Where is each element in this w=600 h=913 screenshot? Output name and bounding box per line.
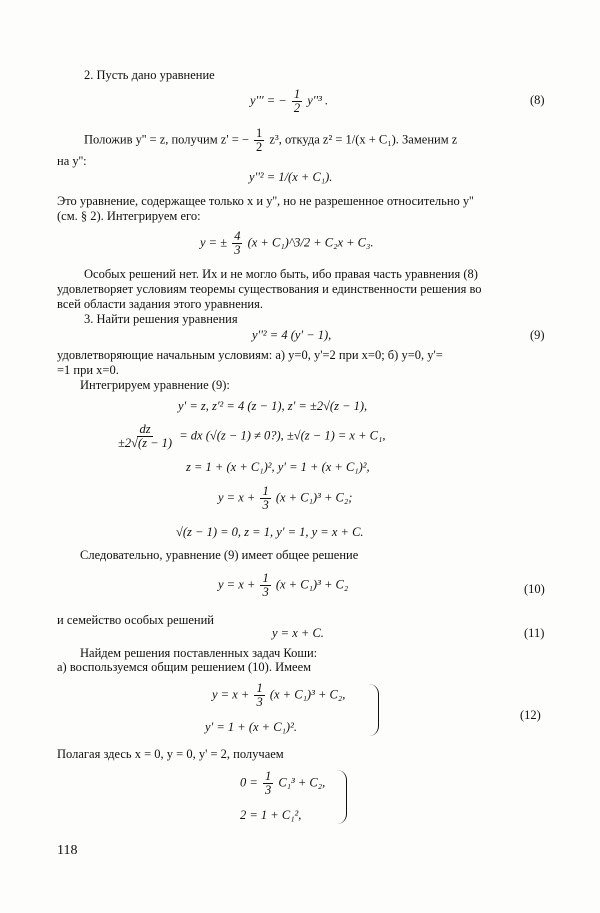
line4-rhs: (x + C₁)³ + C₂; xyxy=(275,490,353,505)
paragraph-no-singular-b: удовлетворяет условиям теоремы существования и единственности решения во xyxy=(57,282,482,296)
eq-y-denominator: 3 xyxy=(234,243,241,257)
paragraph-integrate: Интегрируем уравнение (9): xyxy=(80,378,230,392)
paragraph-equation-note-b: (см. § 2). Интегрируем его: xyxy=(57,209,201,223)
line2-denominator: ±2√(z − 1) xyxy=(118,436,173,450)
eq12a-lhs: y = x + xyxy=(212,687,250,702)
paragraph-substitute-values: Полагая здесь x = 0, y = 0, y' = 2, получаем xyxy=(57,747,284,761)
equation-13b: 2 = 1 + C₁², xyxy=(240,808,302,822)
eq13a-numerator: 1 xyxy=(264,769,272,783)
equation-12a xyxy=(212,682,345,709)
eq13a-fraction xyxy=(263,770,273,797)
paragraph-substitution xyxy=(84,127,457,154)
eq12a-rhs: (x + C₁)³ + C₂, xyxy=(269,687,346,702)
eq8-numerator: 1 xyxy=(293,87,301,101)
substitution-denominator: 2 xyxy=(256,140,263,154)
equation-number-10: (10) xyxy=(524,582,545,596)
equation-y-general xyxy=(200,230,374,257)
substitution-fraction xyxy=(254,127,264,154)
equation-y2: y''² = 1/(x + C₁). xyxy=(249,170,333,184)
eq13a-lhs: 0 = xyxy=(240,775,258,790)
line2-rhs: = dx (√(z − 1) ≠ 0?), ±√(z − 1) = x + C₁, xyxy=(179,428,386,443)
system-brace-13 xyxy=(336,770,347,824)
equation-13a xyxy=(240,770,325,797)
paragraph-no-singular-a: Особых решений нет. Их и не могло быть, ибо правая часть уравнения (8) xyxy=(84,267,478,281)
eq10-lhs: y = x + xyxy=(218,577,256,592)
substitution-numerator: 1 xyxy=(256,126,263,140)
eq13a-denominator: 3 xyxy=(264,783,272,797)
paragraph-cauchy-b: а) воспользуемся общим решением (10). Имеем xyxy=(57,660,312,674)
paragraph-initial-conditions-b: =1 при x=0. xyxy=(57,363,119,377)
derivation-line-4 xyxy=(218,485,352,512)
eq8-rhs: y''³ . xyxy=(307,93,329,108)
eq-y-rhs: (x + C₁)^3/2 + C₂x + C₃. xyxy=(247,235,374,250)
paragraph-no-singular-c: всей области задания этого уравнения. xyxy=(57,297,263,311)
eq12a-numerator: 1 xyxy=(256,681,263,695)
equation-11: y = x + C. xyxy=(272,626,324,640)
paragraph-task-3: 3. Найти решения уравнения xyxy=(84,312,238,326)
derivation-line-2 xyxy=(114,423,385,450)
paragraph-initial-conditions-a: удовлетворяющие начальным условиям: а) y=0, y'=2 при x=0; б) y=0, y'= xyxy=(57,348,443,362)
derivation-line-5: √(z − 1) = 0, z = 1, y' = 1, y = x + C. xyxy=(176,525,364,539)
equation-number-12: (12) xyxy=(520,708,541,722)
eq10-denominator: 3 xyxy=(262,585,269,599)
eq10-numerator: 1 xyxy=(262,571,269,585)
eq8-denominator: 2 xyxy=(293,101,301,115)
paragraph-singular-family: и семейство особых решений xyxy=(57,613,214,627)
paragraph-cauchy-a: Найдем решения поставленных задач Коши: xyxy=(80,646,318,660)
eq-y-numerator: 4 xyxy=(234,229,241,243)
equation-number-9: (9) xyxy=(530,328,545,342)
page-number: 118 xyxy=(57,843,78,858)
paragraph-substitution-cont: на y'': xyxy=(57,154,87,168)
line2-numerator: dz xyxy=(139,422,151,436)
eq8-fraction xyxy=(292,88,302,115)
line2-fraction xyxy=(116,423,174,450)
derivation-line-3: z = 1 + (x + C₁)², y' = 1 + (x + C₁)², xyxy=(186,460,370,474)
system-brace-12 xyxy=(368,684,379,736)
eq-y-fraction xyxy=(232,230,242,257)
equation-number-11: (11) xyxy=(524,626,545,640)
equation-9: y''² = 4 (y' − 1), xyxy=(252,328,332,342)
line4-fraction xyxy=(260,485,270,512)
eq-y-lhs: y = ± xyxy=(200,235,228,250)
equation-12b: y' = 1 + (x + C₁)². xyxy=(205,720,297,734)
derivation-line-1: y' = z, z'² = 4 (z − 1), z' = ±2√(z − 1), xyxy=(178,399,368,413)
line4-denominator: 3 xyxy=(262,498,269,512)
eq10-rhs: (x + C₁)³ + C₂ xyxy=(275,577,349,592)
eq12a-denominator: 3 xyxy=(256,695,263,709)
substitution-text-b: z³, откуда z² = 1/(x + C₁). Заменим z xyxy=(269,132,458,147)
eq13a-rhs: C₁³ + C₂, xyxy=(278,775,326,790)
line4-lhs: y = x + xyxy=(218,490,256,505)
equation-8 xyxy=(250,88,328,115)
equation-number-8: (8) xyxy=(530,93,545,107)
paragraph-general-solution: Следовательно, уравнение (9) имеет общее решение xyxy=(80,548,359,562)
eq8-lhs: y''' = − xyxy=(250,93,287,108)
paragraph-equation-note-a: Это уравнение, содержащее только x и y'', но не разрешенное относительно y'' xyxy=(57,194,474,208)
equation-10 xyxy=(218,572,348,599)
eq10-fraction xyxy=(260,572,270,599)
paragraph-task-2: 2. Пусть дано уравнение xyxy=(84,68,215,82)
eq12a-fraction xyxy=(254,682,264,709)
line4-numerator: 1 xyxy=(262,484,269,498)
substitution-text-a: Положив y'' = z, получим z' = − xyxy=(84,132,249,147)
